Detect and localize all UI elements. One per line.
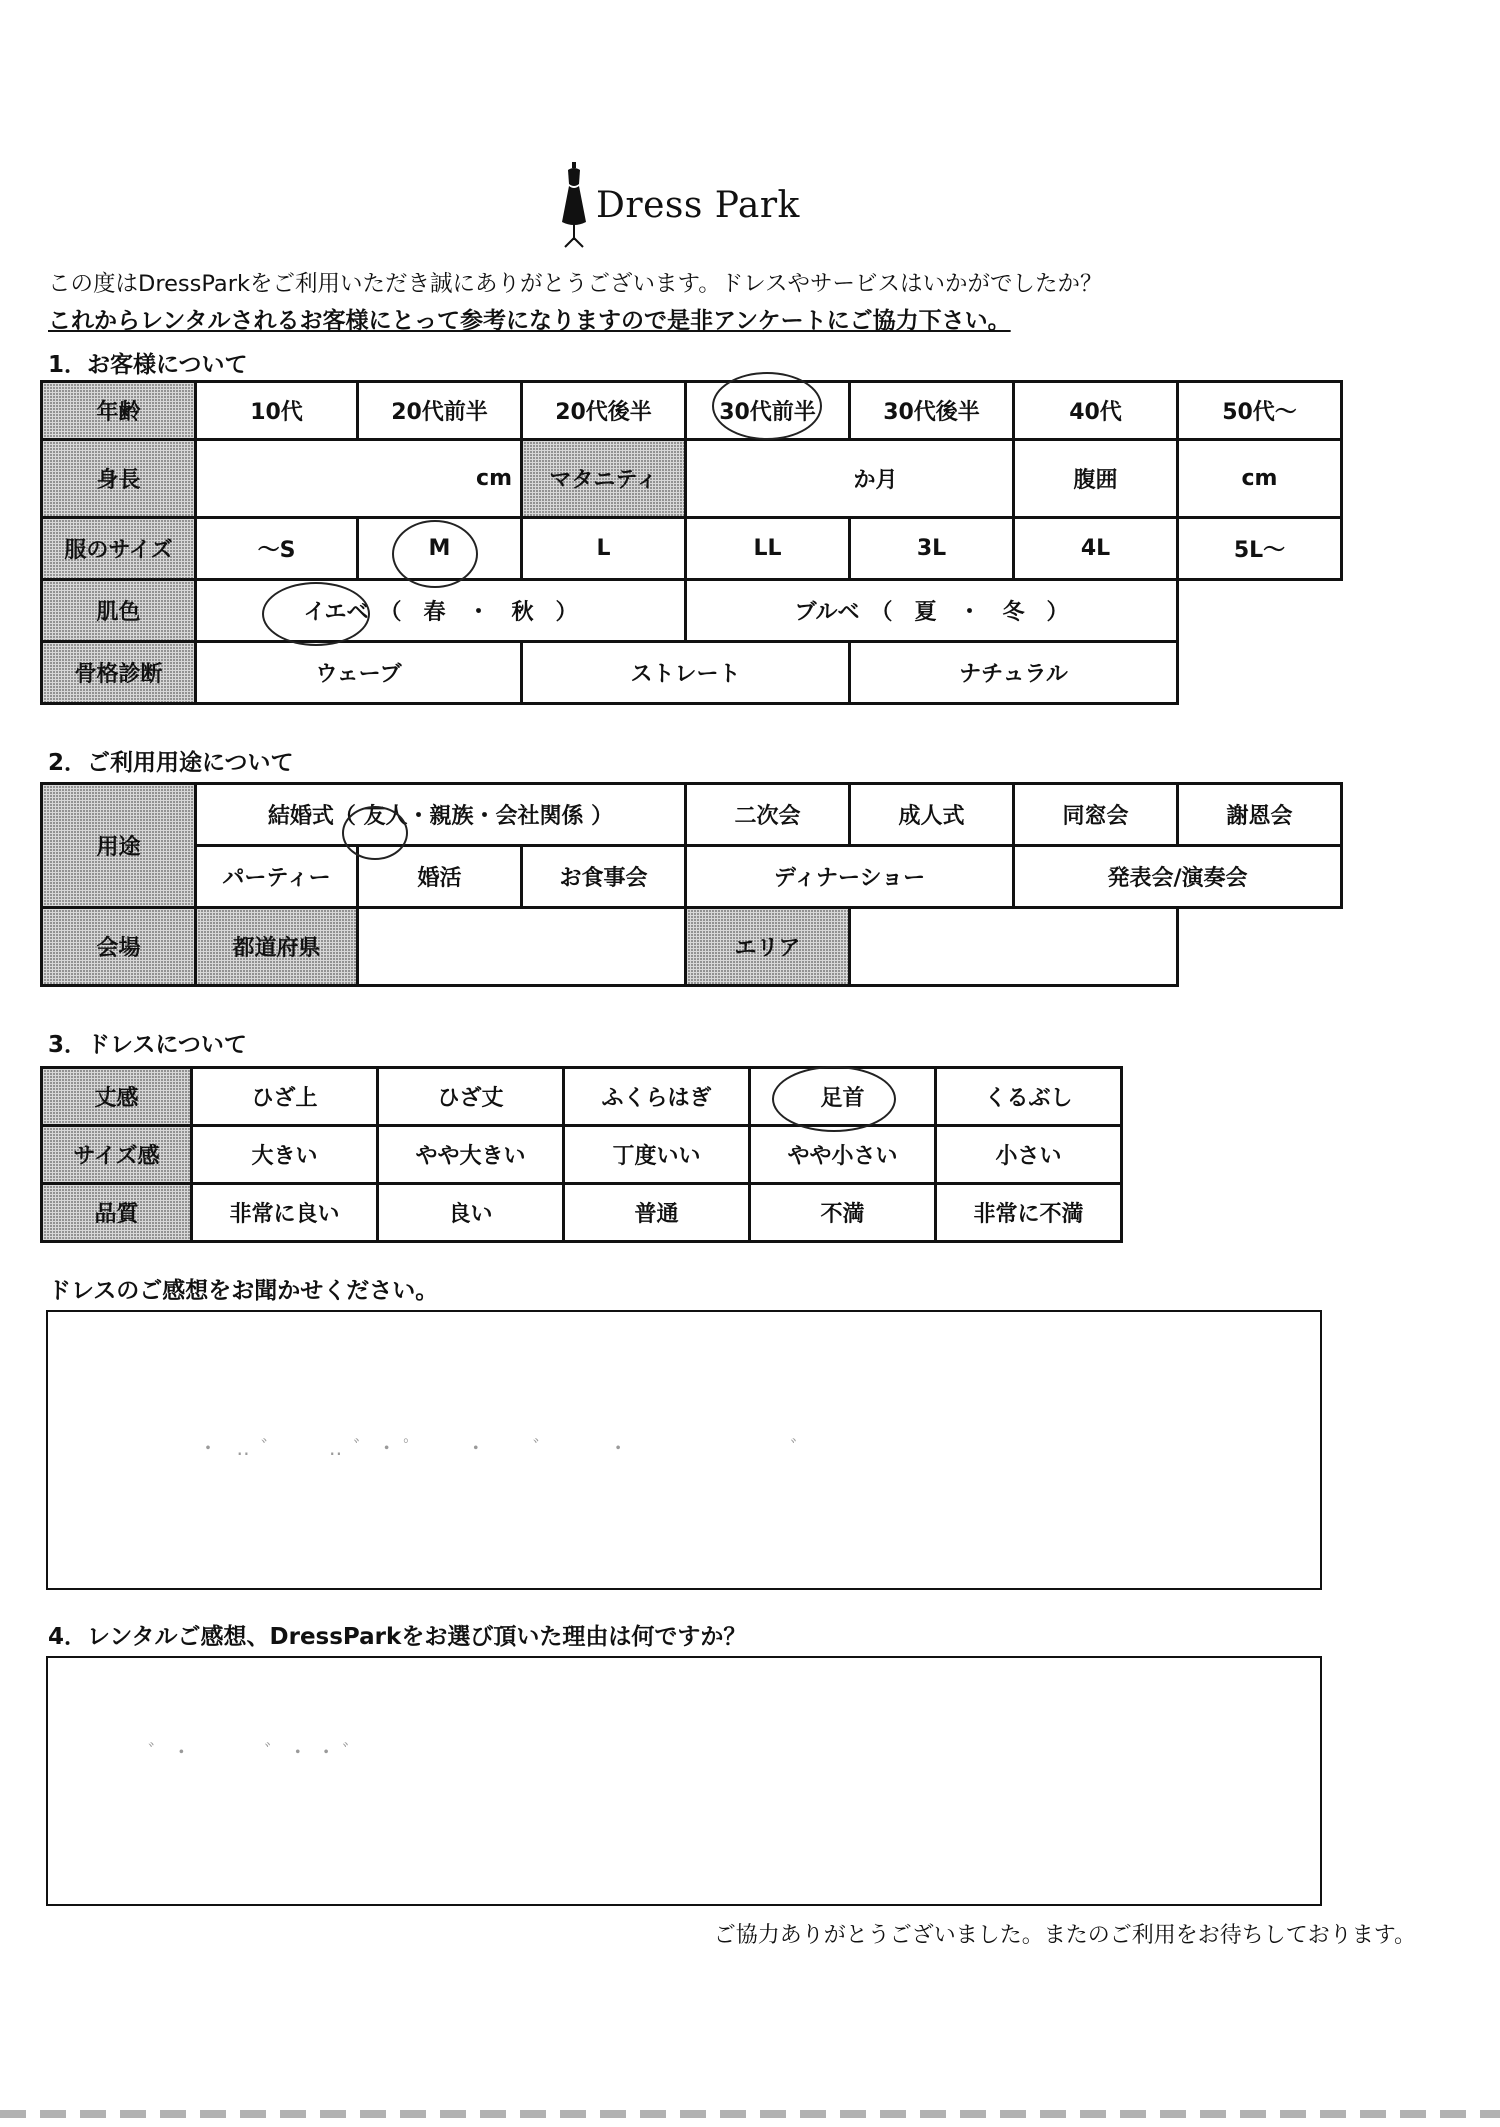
size-option[interactable]: 3L [850, 518, 1014, 580]
waist-label: 腹囲 [1014, 440, 1178, 518]
fit-option[interactable]: やや小さい [750, 1126, 936, 1184]
usage-table [40, 782, 1343, 987]
fit-option[interactable]: 大きい [192, 1126, 378, 1184]
quality-option[interactable]: 良い [378, 1184, 564, 1242]
age-option[interactable]: 10代 [196, 382, 358, 440]
fit-option[interactable]: 小さい [936, 1126, 1122, 1184]
prefecture-field[interactable] [358, 908, 686, 986]
age-option[interactable]: 20代前半 [358, 382, 522, 440]
body-label: 骨格診断 [42, 642, 196, 704]
height-unit: cm [476, 466, 512, 491]
age-option[interactable]: 40代 [1014, 382, 1178, 440]
purpose-option[interactable]: 二次会 [686, 784, 850, 846]
venue-label: 会場 [42, 908, 196, 986]
length-label: 丈感 [42, 1068, 192, 1126]
logo-text: Dress Park [596, 184, 800, 226]
area-field[interactable] [850, 908, 1178, 986]
blue-base-option[interactable]: ブルベ （ 夏 ・ 冬 ） [686, 580, 1178, 642]
size-option[interactable]: L [522, 518, 686, 580]
fit-label: サイズ感 [42, 1126, 192, 1184]
purpose-option[interactable]: ディナーショー [686, 846, 1014, 908]
area-label: エリア [686, 908, 850, 986]
purpose-option[interactable]: パーティー [196, 846, 358, 908]
section4-title: 4．レンタルご感想、DressParkをお選び頂いた理由は何ですか？ [48, 1624, 747, 1650]
age-option[interactable]: 30代後半 [850, 382, 1014, 440]
dress-form-icon [560, 162, 588, 248]
quality-option[interactable]: 非常に不満 [936, 1184, 1122, 1242]
venue-row [42, 908, 1342, 986]
months-unit: か月 [853, 468, 898, 493]
purpose-option[interactable]: 発表会/演奏会 [1014, 846, 1342, 908]
length-option[interactable]: くるぶし [936, 1068, 1122, 1126]
prefecture-label: 都道府県 [196, 908, 358, 986]
logo [560, 160, 800, 250]
quality-option[interactable]: 非常に良い [192, 1184, 378, 1242]
size-option[interactable]: 5L〜 [1178, 518, 1342, 580]
request-text: これからレンタルされるお客様にとって参考になりますので是非アンケートにご協力下さい。 [48, 308, 1011, 334]
section1-title: 1．お客様について [48, 352, 248, 378]
impressions-title: ドレスのご感想をお聞かせください。 [48, 1278, 439, 1304]
quality-option[interactable]: 普通 [564, 1184, 750, 1242]
size-option[interactable]: LL [686, 518, 850, 580]
skin-label: 肌色 [42, 580, 196, 642]
maternity-label: マタニティ [522, 440, 686, 518]
length-row [42, 1068, 1122, 1126]
handwriting-scribble: ﾞ ･ ﾞ ･ ･ ﾞ [148, 1740, 359, 1764]
length-option[interactable]: ひざ上 [192, 1068, 378, 1126]
customer-table [40, 380, 1343, 705]
purpose-label: 用途 [42, 784, 196, 908]
purpose-row-2 [42, 846, 1342, 908]
waist-field[interactable] [1178, 440, 1342, 518]
age-option[interactable]: 50代〜 [1178, 382, 1342, 440]
purpose-option[interactable]: 謝恩会 [1178, 784, 1342, 846]
length-option[interactable]: ふくらはぎ [564, 1068, 750, 1126]
age-label: 年齢 [42, 382, 196, 440]
handwriting-scribble: ・ ‥ ﾞ ‥ ﾞ ･ ﾟ ･ ﾞ ･ ﾞ [198, 1436, 807, 1460]
size-row [42, 518, 1342, 580]
fit-row [42, 1126, 1122, 1184]
purpose-option[interactable]: 同窓会 [1014, 784, 1178, 846]
skin-row [42, 580, 1342, 642]
body-row [42, 642, 1342, 704]
size-option[interactable]: M [358, 518, 522, 580]
purpose-option[interactable]: 結婚式（ 友人・親族・会社関係 ） [196, 784, 686, 846]
yellow-base-option[interactable]: イエベ （ 春 ・ 秋 ） [196, 580, 686, 642]
section2-title: 2．ご利用用途について [48, 750, 294, 776]
size-label: 服のサイズ [42, 518, 196, 580]
fit-option[interactable]: 丁度いい [564, 1126, 750, 1184]
fit-option[interactable]: やや大きい [378, 1126, 564, 1184]
reason-textarea[interactable] [46, 1656, 1322, 1906]
footer-thanks: ご協力ありがとうございました。またのご利用をお待ちしております。 [713, 1923, 1416, 1948]
scan-edge-strip [0, 2110, 1500, 2118]
length-option[interactable]: ひざ丈 [378, 1068, 564, 1126]
quality-label: 品質 [42, 1184, 192, 1242]
purpose-row-1 [42, 784, 1342, 846]
intro-text: この度はDressParkをご利用いただき誠にありがとうございます。ドレスやサービスはいかがでしたか？ [48, 271, 1103, 297]
body-option[interactable]: ストレート [522, 642, 850, 704]
waist-unit: cm [1241, 466, 1278, 491]
length-option[interactable]: 足首 [750, 1068, 936, 1126]
body-option[interactable]: ナチュラル [850, 642, 1178, 704]
impressions-textarea[interactable] [46, 1310, 1322, 1590]
age-option[interactable]: 30代前半 [686, 382, 850, 440]
purpose-option[interactable]: 成人式 [850, 784, 1014, 846]
size-option[interactable]: 4L [1014, 518, 1178, 580]
body-option[interactable]: ウェーブ [196, 642, 522, 704]
age-option[interactable]: 20代後半 [522, 382, 686, 440]
quality-row [42, 1184, 1122, 1242]
dress-table [40, 1066, 1123, 1243]
height-field[interactable] [196, 440, 522, 518]
age-row [42, 382, 1342, 440]
height-row [42, 440, 1342, 518]
quality-option[interactable]: 不満 [750, 1184, 936, 1242]
purpose-option[interactable]: 婚活 [358, 846, 522, 908]
maternity-months-field[interactable] [686, 440, 1014, 518]
height-label: 身長 [42, 440, 196, 518]
section3-title: 3．ドレスについて [48, 1032, 247, 1058]
purpose-option[interactable]: お食事会 [522, 846, 686, 908]
size-option[interactable]: 〜S [196, 518, 358, 580]
